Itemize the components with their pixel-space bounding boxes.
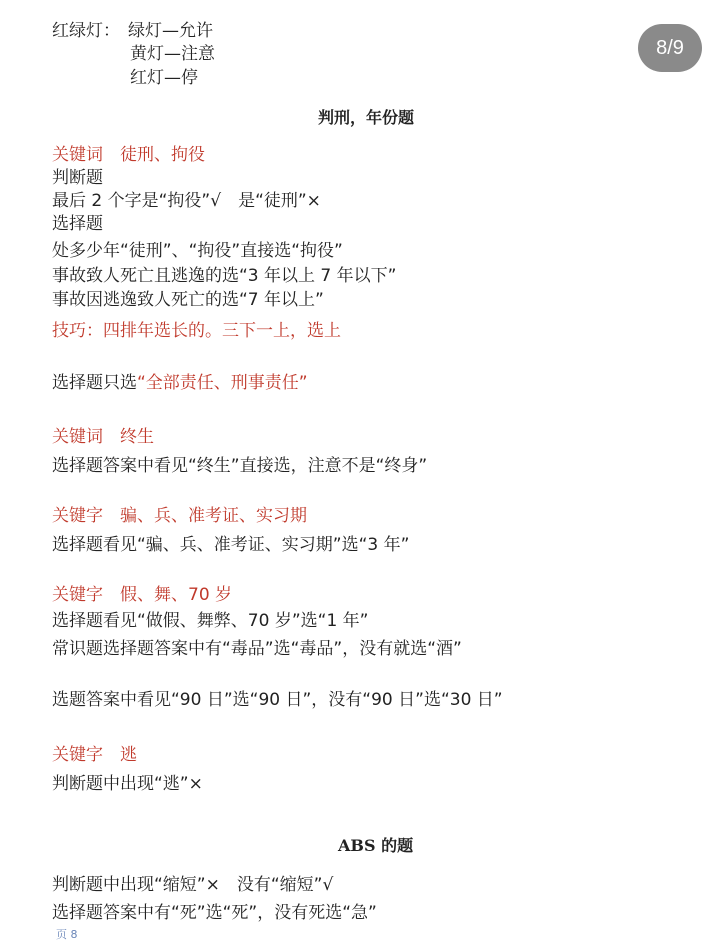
lifelong-rule: 选择题答案中看见“终生”直接选，注意不是“终身”	[52, 456, 428, 476]
abs-choice-rule: 选择题答案中有“死”选“死”，没有死选“急”	[52, 903, 377, 923]
keyword-sentence-types: 关键词 徒刑、拘役	[52, 145, 205, 165]
abs-judge-rule: 判断题中出现“缩短”× 没有“缩短”√	[52, 875, 334, 895]
choice-rule-hit-and-run: 事故致人死亡且逃逸的选“3 年以上 7 年以下”	[52, 266, 397, 286]
keyword-fake-cheat-age: 关键字 假、舞、70 岁	[52, 585, 233, 605]
keyword-fraud-soldier: 关键字 骗、兵、准考证、实习期	[52, 506, 307, 526]
choice-rule-detention: 处多少年“徒刑”、“拘役”直接选“拘役”	[52, 241, 343, 261]
choice-only-highlight: “全部责任、刑事责任”	[137, 373, 308, 393]
ninety-days-rule: 选题答案中看见“90 日”选“90 日”，没有“90 日”选“30 日”	[52, 690, 503, 710]
fraud-soldier-rule: 选择题看见“骗、兵、准考证、实习期”选“3 年”	[52, 535, 410, 555]
page-indicator-badge[interactable]: 8/9	[638, 24, 702, 72]
green-light-rule: 绿灯—允许	[128, 21, 213, 41]
choice-only-rule	[52, 372, 308, 394]
fake-cheat-age-rule: 选择题看见“做假、舞弊、70 岁”选“1 年”	[52, 611, 369, 631]
traffic-light-label: 红绿灯：	[52, 21, 120, 41]
tip-text: 技巧：四排年选长的。三下一上，选上	[52, 321, 341, 341]
page-footer: 页 8	[56, 928, 78, 941]
section-title-sentencing: 判刑，年份题	[318, 108, 415, 127]
escape-rule: 判断题中出现“逃”×	[52, 774, 203, 794]
choice-question-label: 选择题	[52, 214, 103, 234]
red-light-rule: 红灯—停	[130, 68, 198, 88]
section-title-abs: ABS 的题	[338, 836, 414, 855]
yellow-light-rule: 黄灯—注意	[130, 44, 215, 64]
keyword-lifelong: 关键词 终生	[52, 427, 154, 447]
drug-alcohol-rule: 常识题选择题答案中有“毒品”选“毒品”，没有就选“酒”	[52, 639, 462, 659]
keyword-escape: 关键字 逃	[52, 745, 137, 765]
choice-only-prefix: 选择题只选	[52, 373, 137, 393]
choice-rule-escape-death: 事故因逃逸致人死亡的选“7 年以上”	[52, 290, 324, 310]
judge-question-rule: 最后 2 个字是“拘役”√ 是“徒刑”×	[52, 191, 321, 211]
judge-question-label: 判断题	[52, 168, 103, 188]
